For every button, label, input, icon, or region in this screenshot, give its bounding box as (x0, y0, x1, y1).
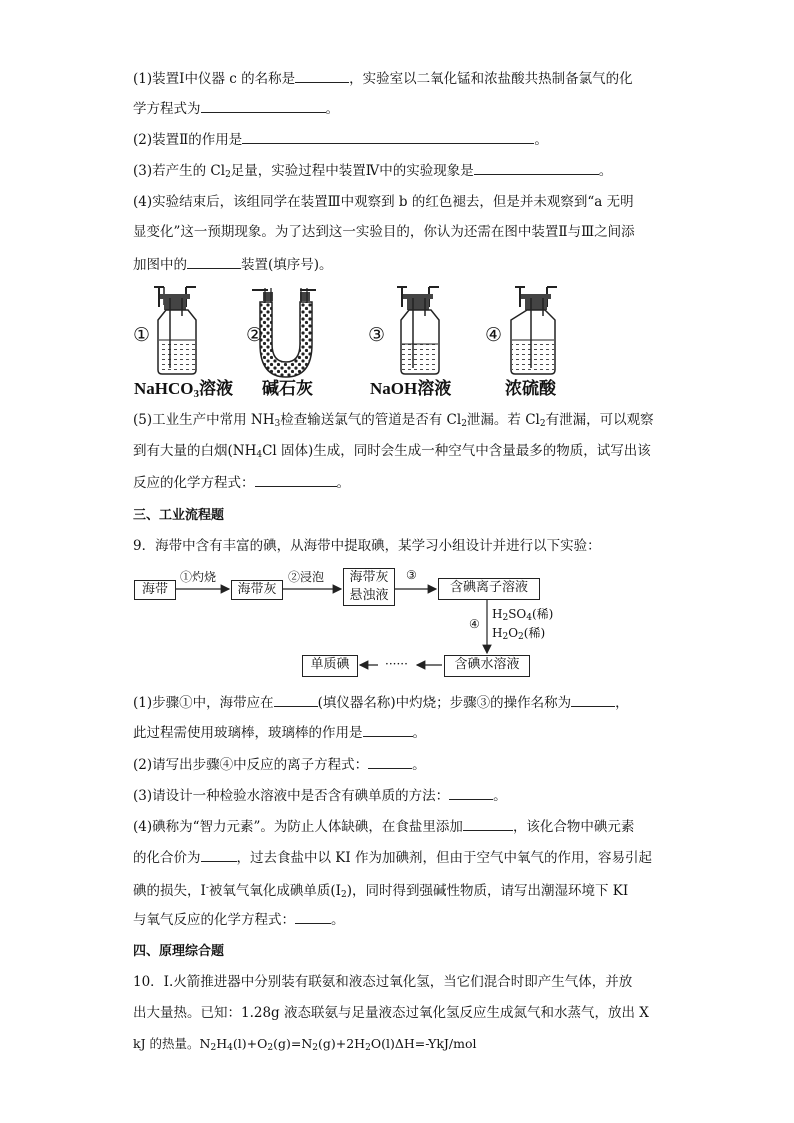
q5-part5-line1 (133, 410, 654, 434)
text: 足量，实验过程中装置Ⅳ中的实验现象是 (230, 163, 474, 179)
flow-step4-label: ④ (469, 617, 480, 631)
text: (稀) (523, 626, 546, 640)
flow-dots: ······ (385, 657, 408, 671)
answer-blank[interactable] (368, 754, 412, 769)
section-3-title: 三、工业流程题 (133, 507, 225, 522)
wash-bottle-3-icon (397, 287, 439, 374)
text: kJ 的热量。N (133, 1036, 211, 1051)
text: 装置(填序号)。 (241, 257, 333, 273)
flow-step1-label: ①灼烧 (180, 570, 217, 584)
text: (5)工业生产中常用 NH (133, 412, 275, 428)
text: ，该化合物中碘元素 (512, 819, 635, 835)
text: 泄漏。若 Cl (466, 412, 540, 428)
text: 的化合价为 (133, 850, 201, 866)
apparatus-label-2: 碱石灰 (262, 379, 313, 398)
q9-part2 (133, 754, 426, 775)
subscript: 2 (210, 1043, 217, 1053)
text: (1)步骤①中，海带应在 (133, 695, 274, 711)
flow-box-kelp-ash: 海带灰 (231, 580, 283, 600)
text: (g)=N (273, 1036, 313, 1051)
subscript: 2 (502, 632, 509, 642)
q9-intro: 9．海带中含有丰富的碘，从海带中提取碘，某学习小组设计并进行以下实验： (133, 538, 601, 554)
subscript: 2 (539, 419, 546, 429)
text: 。 (331, 912, 345, 928)
answer-blank[interactable] (474, 160, 599, 175)
section-4-title: 四、原理综合题 (133, 943, 225, 958)
subscript: 2 (502, 613, 509, 623)
text: 悬浊液 (349, 588, 389, 603)
q5-part3 (133, 160, 612, 185)
flow-reagent-h2o2 (492, 624, 545, 642)
text: 。 (412, 757, 426, 773)
text: 显变化”这一预期现象。为了达到这一实验目的，你认为还需在图中装置Ⅱ与Ⅲ之间添 (133, 224, 635, 240)
subscript: 2 (225, 170, 231, 180)
text: 海带灰 (349, 570, 389, 585)
flow-box-iodine-water: 含碘水溶液 (444, 655, 530, 677)
text: (l)+O (232, 1036, 268, 1051)
text: 加图中的 (133, 257, 187, 273)
subscript: 2 (341, 890, 347, 900)
q9-part3 (133, 785, 507, 806)
apparatus-number-1: ① (133, 324, 151, 346)
answer-blank[interactable] (242, 129, 534, 144)
text: 检查输送氯气的管道是否有 Cl (280, 412, 462, 428)
apparatus-label-4: 浓硫酸 (505, 379, 556, 398)
text: H (216, 1036, 228, 1051)
flow-step3-label: ③ (406, 568, 417, 582)
q5-part5-line3 (133, 472, 350, 493)
subscript: 3 (193, 388, 199, 400)
q5-part2 (133, 129, 548, 150)
text: (2)请写出步骤④中反应的离子方程式： (133, 757, 369, 773)
q10-line3 (133, 1034, 477, 1058)
subscript: 2 (267, 1043, 274, 1053)
text: (3)请设计一种检验水溶液中是否含有碘单质的方法： (133, 788, 450, 804)
text: 与氧气反应的化学方程式： (133, 912, 295, 928)
text: ，过去食盐中以 KI 作为加碘剂，但由于空气中氧气的作用，容易引起 (236, 850, 652, 866)
text: 。 (412, 725, 426, 741)
answer-blank[interactable] (255, 472, 337, 487)
apparatus-number-2: ② (246, 324, 264, 346)
apparatus-number-4: ④ (485, 324, 503, 346)
text: H (492, 607, 503, 621)
text: (填仪器名称)中灼烧；步骤③的操作名称为 (317, 695, 572, 711)
text: O (508, 626, 519, 640)
flow-step2-label: ②浸泡 (288, 570, 325, 584)
answer-blank[interactable] (363, 722, 413, 737)
text: 被氧气氧化成碘单质(I (208, 883, 341, 899)
text: 。 (493, 788, 507, 804)
text: 溶液 (199, 379, 233, 398)
text: 。 (534, 132, 548, 148)
text: Cl 固体)生成，同时会生成一种空气中含量最多的物质，试写出该 (262, 443, 651, 459)
q9-part4-line2 (133, 847, 652, 868)
text: 到有大量的白烟(NH (133, 443, 257, 459)
subscript: 3 (274, 419, 281, 429)
q5-part1-line1 (133, 68, 633, 89)
text: (稀) (532, 607, 554, 621)
text: H (492, 626, 503, 640)
q9-part1-line2 (133, 722, 426, 743)
text: O(l)ΔH=-YkJ/mol (370, 1036, 477, 1051)
text: )，同时得到强碱性物质，请写出潮湿环境下 KI (346, 883, 629, 899)
q10-line2: 出大量热。已知：1.28g 液态联氨与足量液态过氧化氢反应生成氮气和水蒸气，放出 X (133, 1005, 649, 1021)
q9-part1-line1 (133, 692, 629, 713)
q10-line1: 10．Ⅰ.火箭推进器中分别装有联氨和液态过氧化氢，当它们混合时即产生气体，并放 (133, 974, 633, 990)
superscript: - (205, 883, 209, 893)
flow-box-elemental-iodine: 单质碘 (302, 655, 358, 677)
text: (2)装置Ⅱ的作用是 (133, 132, 243, 148)
text: 有泄漏，可以观察 (545, 412, 654, 428)
text: 。 (598, 163, 613, 179)
q5-part1-line2 (133, 98, 339, 119)
text: 此过程需使用玻璃棒，玻璃棒的作用是 (133, 725, 363, 741)
answer-blank[interactable] (571, 692, 615, 707)
flow-box-kelp: 海带 (134, 580, 176, 600)
text: SO (508, 607, 527, 621)
q9-part4-line4 (133, 909, 345, 930)
text: ， (615, 695, 629, 711)
text: 碘的损失，I (133, 883, 206, 899)
wash-bottle-1-icon (154, 287, 196, 374)
apparatus-label-1 (134, 374, 233, 400)
subscript: 2 (461, 419, 467, 429)
q5-part4-line3 (133, 254, 333, 275)
text: NaHCO (134, 379, 194, 398)
text: 。 (325, 101, 339, 117)
q5-part4-line1 (133, 192, 634, 212)
apparatus-label-3: NaOH溶液 (370, 379, 452, 398)
flow-box-iodide-solution: 含碘离子溶液 (438, 578, 540, 600)
subscript: 2 (312, 1043, 318, 1053)
apparatus-number-3: ③ (368, 324, 386, 346)
subscript: 2 (365, 1043, 371, 1053)
answer-blank[interactable] (201, 98, 326, 113)
answer-blank[interactable] (274, 692, 318, 707)
answer-blank[interactable] (449, 785, 493, 800)
subscript: 4 (256, 450, 263, 460)
answer-blank[interactable] (295, 68, 349, 83)
answer-blank[interactable] (463, 816, 513, 831)
q9-part4-line3 (133, 878, 628, 905)
text: (4)实验结束后，该组同学在装置Ⅲ中观察到 b 的红色褪去，但是并未观察到“a 无明 (133, 194, 634, 210)
q5-part5-line2 (133, 441, 651, 465)
wash-bottle-4-icon (511, 287, 557, 374)
subscript: 2 (518, 632, 524, 642)
text: (4)碘称为“智力元素”。为防止人体缺碘，在食盐里添加 (133, 819, 463, 835)
answer-blank[interactable] (201, 847, 237, 862)
answer-blank[interactable] (295, 909, 331, 924)
text: 。 (336, 475, 350, 491)
answer-blank[interactable] (187, 254, 241, 269)
flow-reagent-h2so4 (492, 605, 553, 623)
text: 反应的化学方程式： (133, 475, 255, 491)
subscript: 4 (227, 1043, 233, 1053)
text: ，实验室以二氧化锰和浓盐酸共热制备氯气的化 (349, 71, 633, 87)
text: (1)装置Ⅰ中仪器 c 的名称是 (133, 71, 296, 87)
q9-part4-line1 (133, 816, 634, 837)
q5-part4-line2 (133, 222, 635, 242)
text: (g)+2H (318, 1036, 366, 1051)
subscript: 4 (526, 613, 532, 623)
text: (3)若产生的 Cl (133, 163, 226, 179)
text: 学方程式为 (133, 101, 201, 117)
